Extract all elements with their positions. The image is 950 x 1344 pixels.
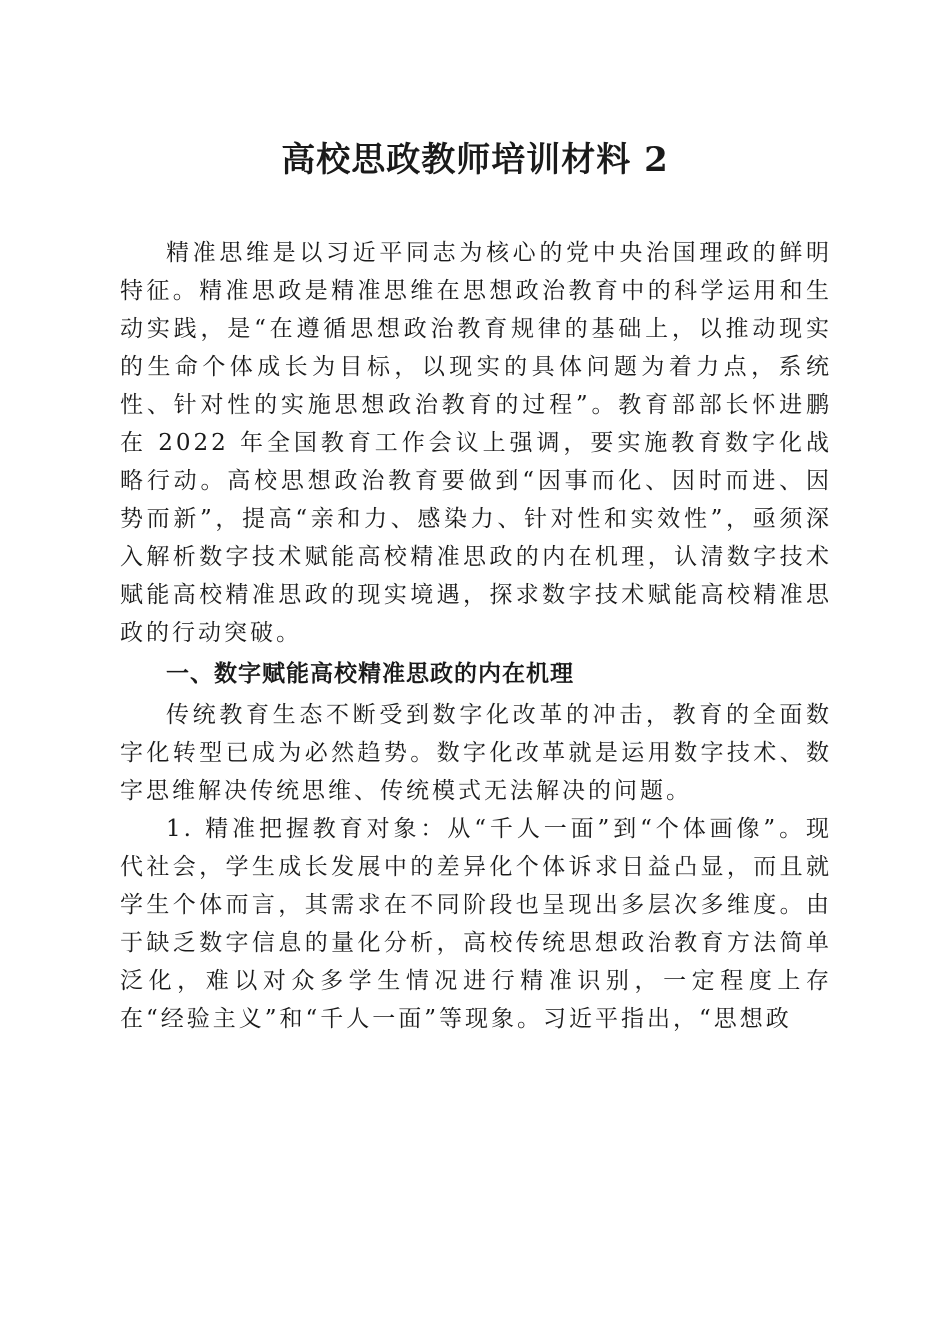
paragraph-digital-transformation: 传统教育生态不断受到数字化改革的冲击，教育的全面数字化转型已成为必然趋势。数字化改革就是运用数字技术、数字思维解决传统思维、传统模式无法解决的问题。 xyxy=(120,702,832,804)
document-title: 高校思政教师培训材料 2 xyxy=(281,140,669,180)
paragraph-intro: 精准思维是以习近平同志为核心的党中央治国理政的鲜明特征。精准思政是精准思维在思想政治教育中的科学运用和生动实践，是“在遵循思想政治教育规律的基础上，以推动现实的生命个体成长为目标，以现实的具体问题为着力点，系统性、针对性的实施思想政治教育的过程”。教育部部长怀进鹏在 2022 年全国教育工作会议上强调，要实施教育数字化战略行动。高校思想政治教育要做到“因事而化、因时而进、因势而新”，提高“亲和力、感染力、针对性和实效性”，亟须深入解析数字技术赋能高校精准思政的内在机理，认清数字技术赋能高校精准思政的现实境遇，探求数字技术赋能高校精准思政的行动突破。 xyxy=(120,240,832,646)
section-heading-1: 一、数字赋能高校精准思政的内在机理 xyxy=(166,661,574,687)
paragraph-precise-targeting: 1. 精准把握教育对象：从“千人一面”到“个体画像”。现代社会，学生成长发展中的差异化个体诉求日益凸显，而且就学生个体而言，其需求在不同阶段也呈现出多层次多维度。由于缺乏数字信息的量化分析，高校传统思想政治教育方法简单泛化，难以对众多学生情况进行精准识别，一定程度上存在“经验主义”和“千人一面”等现象。习近平指出，“思想政 xyxy=(120,816,832,1032)
document-body xyxy=(120,234,832,1038)
